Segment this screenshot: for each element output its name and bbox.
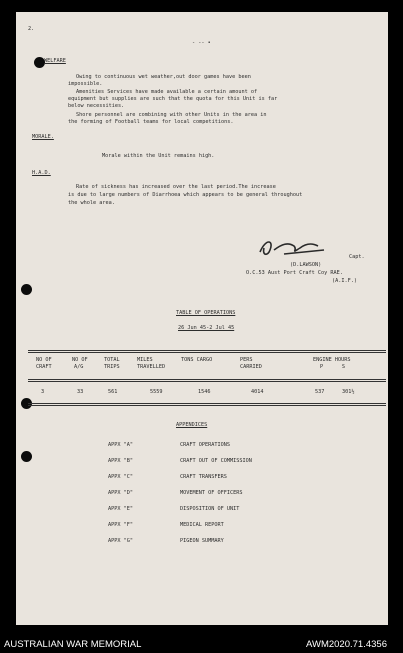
col-header-craft: NO OF — [36, 357, 52, 363]
table-rule-top — [28, 350, 386, 351]
appendix-code: APPX "F" — [108, 522, 133, 528]
table-rule-mid — [28, 379, 386, 380]
appendix-code: APPX "B" — [108, 458, 133, 464]
col-header-pers: CARRIED — [240, 364, 262, 370]
cell-pers: 4014 — [251, 389, 264, 395]
table-rule-mid-2 — [28, 381, 386, 382]
welfare-line: the forming of Football teams for local competitions. — [68, 119, 234, 125]
welfare-line: below necessities. — [68, 103, 125, 109]
col-header-miles: TRAVELLED — [137, 364, 166, 370]
cell-trips: 561 — [108, 389, 118, 395]
appendix-label: PIGEON SUMMARY — [180, 538, 224, 544]
table-rule-bottom — [28, 403, 386, 404]
cell-engine-s: 301½ — [342, 389, 355, 395]
cell-tons: 1546 — [198, 389, 211, 395]
morale-text: Morale within the Unit remains high. — [102, 153, 215, 159]
appendix-label: CRAFT OPERATIONS — [180, 442, 230, 448]
stats-title: TABLE OF OPERATIONS — [176, 310, 236, 316]
cell-miles: 5559 — [150, 389, 163, 395]
cell-ag: 33 — [77, 389, 84, 395]
col-header-ag: NO OF — [72, 357, 88, 363]
col-header-craft: CRAFT — [36, 364, 52, 370]
appendix-code: APPX "C" — [108, 474, 133, 480]
appendix-code: APPX "G" — [108, 538, 133, 544]
footer-source: AUSTRALIAN WAR MEMORIAL — [4, 639, 142, 650]
col-header-engine: P S — [320, 364, 345, 370]
page-number: 2. — [28, 26, 35, 32]
punch-hole — [21, 451, 32, 462]
appendix-label: MEDICAL REPORT — [180, 522, 224, 528]
col-header-ag: A/G — [74, 364, 84, 370]
col-header-tons: TONS CARGO — [181, 357, 213, 363]
welfare-line: Owing to continuous wet weather,out door games have been — [76, 74, 251, 80]
signature-scrawl — [254, 234, 334, 260]
table-rule-bottom-2 — [28, 405, 386, 406]
signature-name: (D.LAWSON) — [290, 262, 322, 268]
signature-rank: Capt. — [349, 254, 365, 260]
appendix-label: DISPOSITION OF UNIT — [180, 506, 240, 512]
cell-engine-p: 537 — [315, 389, 325, 395]
signature-aif: (A.I.F.) — [332, 278, 357, 284]
table-rule-top-2 — [28, 352, 386, 353]
punch-hole — [21, 284, 32, 295]
welfare-line: Shore personnel are combining with other Units in the area in — [76, 112, 267, 118]
col-header-trips: TRIPS — [104, 364, 120, 370]
appendix-code: APPX "A" — [108, 442, 133, 448]
appendix-label: CRAFT OUT OF COMMISSION — [180, 458, 252, 464]
col-header-pers: PERS — [240, 357, 253, 363]
footer-accession-number: AWM2020.71.4356 — [306, 639, 387, 650]
signature-unit: O.C.53 Aust Port Craft Coy RAE. — [246, 270, 343, 276]
morale-heading: MORALE. — [32, 134, 54, 140]
welfare-line: Amenities Services have made available a certain amount of — [76, 89, 258, 95]
col-header-miles: MILES — [137, 357, 153, 363]
appendix-code: APPX "E" — [108, 506, 133, 512]
cell-craft: 3 — [41, 389, 45, 395]
health-line: the whole area. — [68, 200, 115, 206]
welfare-line: equipment but supplies are such that the quota for this Unit is far — [68, 96, 278, 102]
welfare-line: impossible. — [68, 81, 103, 87]
appendix-code: APPX "D" — [108, 490, 133, 496]
col-header-engine: ENGINE HOURS — [313, 357, 351, 363]
welfare-heading: WELFARE — [44, 58, 66, 64]
stats-period: 26 Jun 45-2 Jul 45 — [178, 325, 235, 331]
health-line: Rate of sickness has increased over the last period.The increase — [76, 184, 276, 190]
top-mark: - -- • — [192, 40, 211, 46]
col-header-trips: TOTAL — [104, 357, 120, 363]
health-line: is due to large numbers of Diarrhoea which appears to be general throughout — [68, 192, 303, 198]
health-heading: H.A.D. — [32, 170, 51, 176]
appendix-label: CRAFT TRANSFERS — [180, 474, 227, 480]
appendix-label: MOVEMENT OF OFFICERS — [180, 490, 243, 496]
appendices-title: APPENDICES — [176, 422, 208, 428]
